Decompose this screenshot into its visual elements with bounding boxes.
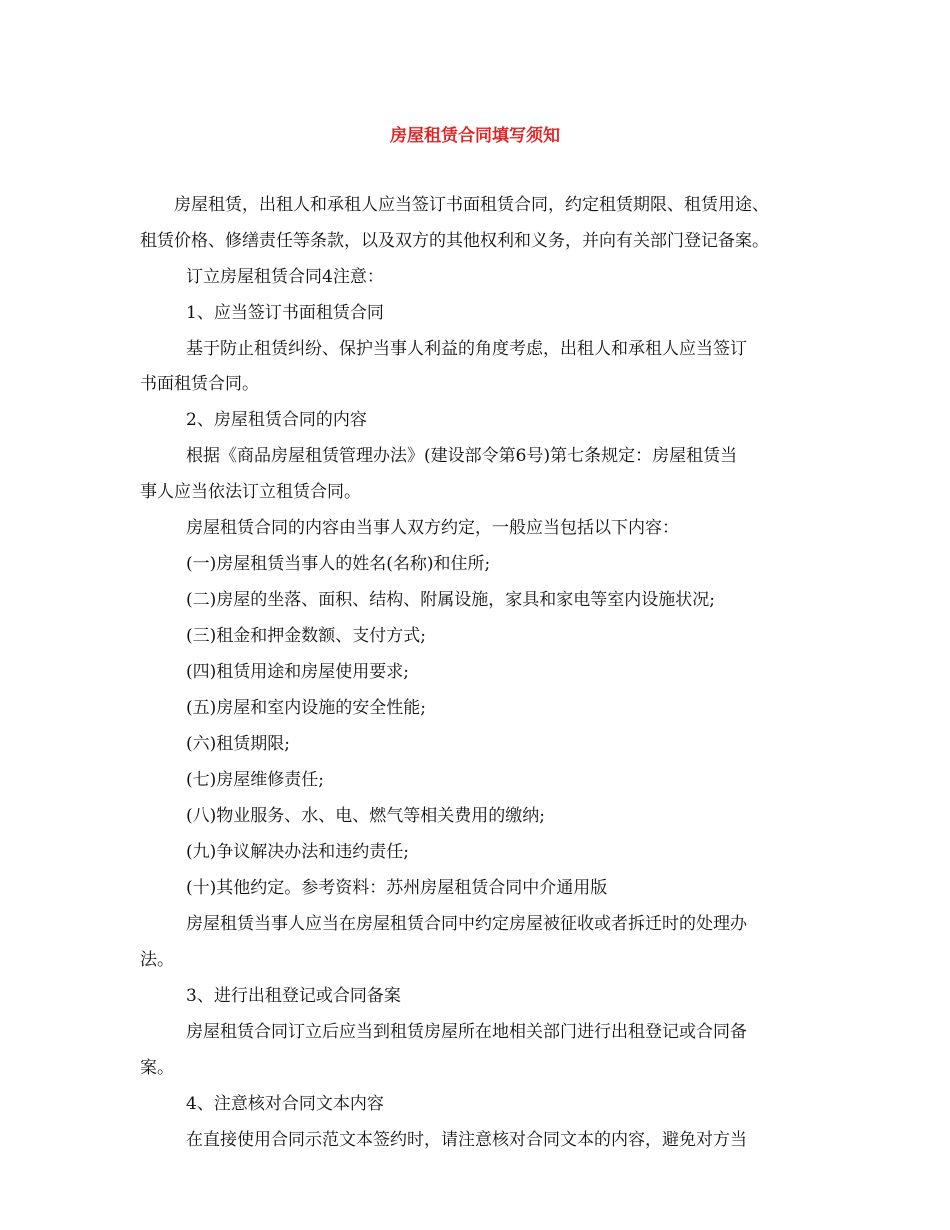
paragraph-line: 事人应当依法订立租赁合同。 (140, 482, 361, 502)
paragraph-line: 房屋租赁合同的内容由当事人双方约定，一般应当包括以下内容： (186, 518, 679, 538)
list-item: (八)物业服务、水、电、燃气等相关费用的缴纳; (186, 806, 545, 826)
paragraph-line: 法。 (140, 950, 174, 970)
list-item: (一)房屋租赁当事人的姓名(名称)和住所; (186, 554, 491, 574)
section-heading: 3、进行出租登记或合同备案 (186, 986, 401, 1006)
list-item: (六)租赁期限; (186, 734, 290, 754)
list-item: (四)租赁用途和房屋使用要求; (186, 662, 409, 682)
list-item: (三)租金和押金数额、支付方式; (186, 626, 426, 646)
paragraph-line: 房屋租赁当事人应当在房屋租赁合同中约定房屋被征收或者拆迁时的处理办 (186, 914, 747, 934)
list-item: (七)房屋维修责任; (186, 770, 324, 790)
section-heading: 1、应当签订书面租赁合同 (186, 303, 384, 323)
paragraph-line: 租赁价格、修缮责任等条款，以及双方的其他权利和义务，并向有关部门登记备案。 (140, 231, 769, 251)
section-heading: 2、房屋租赁合同的内容 (186, 410, 367, 430)
paragraph-line: 基于防止租赁纠纷、保护当事人利益的角度考虑，出租人和承租人应当签订 (186, 339, 747, 359)
paragraph-line: 房屋租赁合同订立后应当到租赁房屋所在地相关部门进行出租登记或合同备 (186, 1022, 747, 1042)
document-title: 房屋租赁合同填写须知 (390, 126, 560, 146)
list-item: (十)其他约定。参考资料：苏州房屋租赁合同中介通用版 (186, 878, 608, 898)
paragraph-line: 房屋租赁，出租人和承租人应当签订书面租赁合同，约定租赁期限、租赁用途、 (174, 195, 769, 215)
paragraph-line: 根据《商品房屋租赁管理办法》(建设部令第6号)第七条规定：房屋租赁当 (186, 446, 738, 466)
paragraph-line: 书面租赁合同。 (140, 374, 259, 394)
list-item: (五)房屋和室内设施的安全性能; (186, 698, 426, 718)
list-item: (九)争议解决办法和违约责任; (186, 842, 409, 862)
paragraph-line: 案。 (140, 1058, 174, 1078)
section-heading: 4、注意核对合同文本内容 (186, 1094, 384, 1114)
paragraph-line: 订立房屋租赁合同4注意： (186, 267, 384, 287)
list-item: (二)房屋的坐落、面积、结构、附属设施，家具和家电等室内设施状况; (186, 590, 715, 610)
paragraph-line: 在直接使用合同示范文本签约时，请注意核对合同文本的内容，避免对方当 (186, 1130, 747, 1150)
